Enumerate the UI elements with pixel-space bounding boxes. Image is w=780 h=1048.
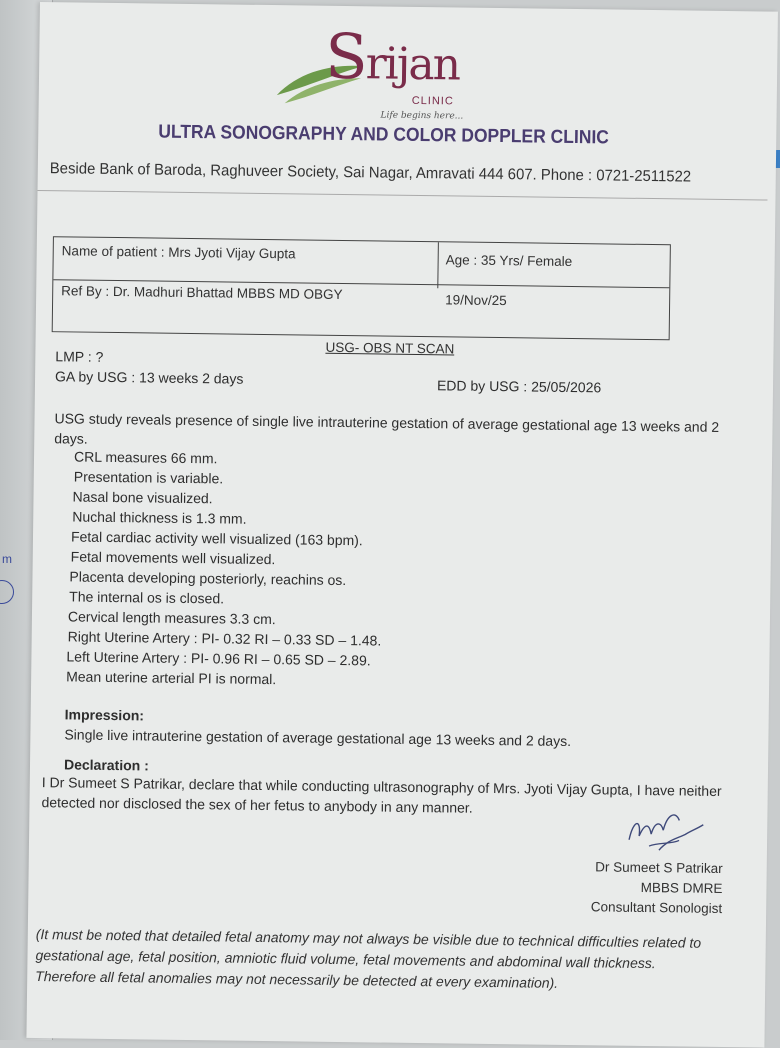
declaration-text: I Dr Sumeet S Patrikar, declare that while conducting ultrasonography of Mrs. Jyoti Vijay Gupta, I have neither detected nor disclosed the sex of her fetus to anybody in any manner. — [41, 774, 722, 816]
report-date: 19/Nov/25 — [445, 292, 507, 309]
clinic-title: ULTRA SONOGRAPHY AND COLOR DOPPLER CLINIC — [158, 121, 610, 149]
table-divider-vertical — [437, 242, 439, 288]
logo-tagline: Life begins here... — [380, 110, 464, 122]
disclaimer-note: (It must be noted that detailed fetal anatomy may not always be visible due to technical difficulties related to gestational age, fetal position, amniotic fluid volume, fetal movements and abdominal wall thickness. Therefore all fetal anomalies may not necessarily be detected at every examination). — [35, 926, 702, 991]
declaration-heading: Declaration : — [63, 756, 149, 774]
patient-name: Name of patient : Mrs Jyoti Vijay Gupta — [61, 243, 296, 262]
scan-title: USG- OBS NT SCAN — [325, 339, 455, 357]
clinic-logo — [274, 19, 475, 128]
impression-text: Single live intrauterine gestation of average gestational age 13 weeks and 2 days. — [64, 726, 572, 750]
finding-item: Placenta developing posteriorly, reachins os. — [69, 568, 347, 589]
finding-item: CRL measures 66 mm. — [73, 448, 218, 467]
header-divider — [38, 190, 768, 201]
finding-item: Cervical length measures 3.3 cm. — [67, 608, 276, 628]
report-sheet — [26, 2, 777, 1048]
doctor-role: Consultant Sonologist — [590, 899, 723, 917]
finding-item: Mean uterine arterial PI is normal. — [66, 668, 277, 688]
lmp-line: LMP : ? — [55, 348, 104, 365]
logo-subtitle: CLINIC — [411, 94, 454, 108]
ga-line: GA by USG : 13 weeks 2 days — [54, 368, 244, 387]
finding-item: Fetal movements well visualized. — [70, 548, 276, 568]
finding-item: Right Uterine Artery : PI- 0.32 RI – 0.33 SD – 1.48. — [67, 628, 382, 649]
edd-line: EDD by USG : 25/05/2026 — [436, 377, 602, 396]
patient-age: Age : 35 Yrs/ Female — [445, 252, 573, 269]
finding-item: The internal os is closed. — [69, 588, 225, 607]
patient-info-table — [52, 236, 671, 340]
doctor-qualification: MBBS DMRE — [640, 879, 723, 897]
finding-item: Nuchal thickness is 1.3 mm. — [72, 508, 247, 527]
doctor-name: Dr Sumeet S Patrikar — [595, 859, 723, 877]
doctor-signature-block — [591, 857, 723, 919]
clinic-address: Beside Bank of Baroda, Raghuveer Society, Sai Nagar, Amravati 444 607. Phone : 0721-2511522 — [49, 160, 692, 186]
study-summary: USG study reveals presence of single live intrauterine gestation of average gestational age 13 weeks and 2 days. — [54, 410, 720, 447]
signature-icon — [619, 800, 710, 861]
referring-doctor: Ref By : Dr. Madhuri Bhattad MBBS MD OBGY — [61, 283, 343, 302]
impression-heading: Impression: — [64, 706, 145, 724]
finding-item: Fetal cardiac activity well visualized (163 bpm). — [70, 528, 363, 549]
finding-item: Presentation is variable. — [73, 468, 224, 487]
finding-item: Left Uterine Artery : PI- 0.96 RI – 0.65 SD – 2.89. — [66, 648, 371, 669]
finding-item: Nasal bone visualized. — [72, 488, 213, 507]
logo-wordmark: Srijan — [324, 19, 460, 94]
pen-mark: m — [2, 552, 12, 566]
